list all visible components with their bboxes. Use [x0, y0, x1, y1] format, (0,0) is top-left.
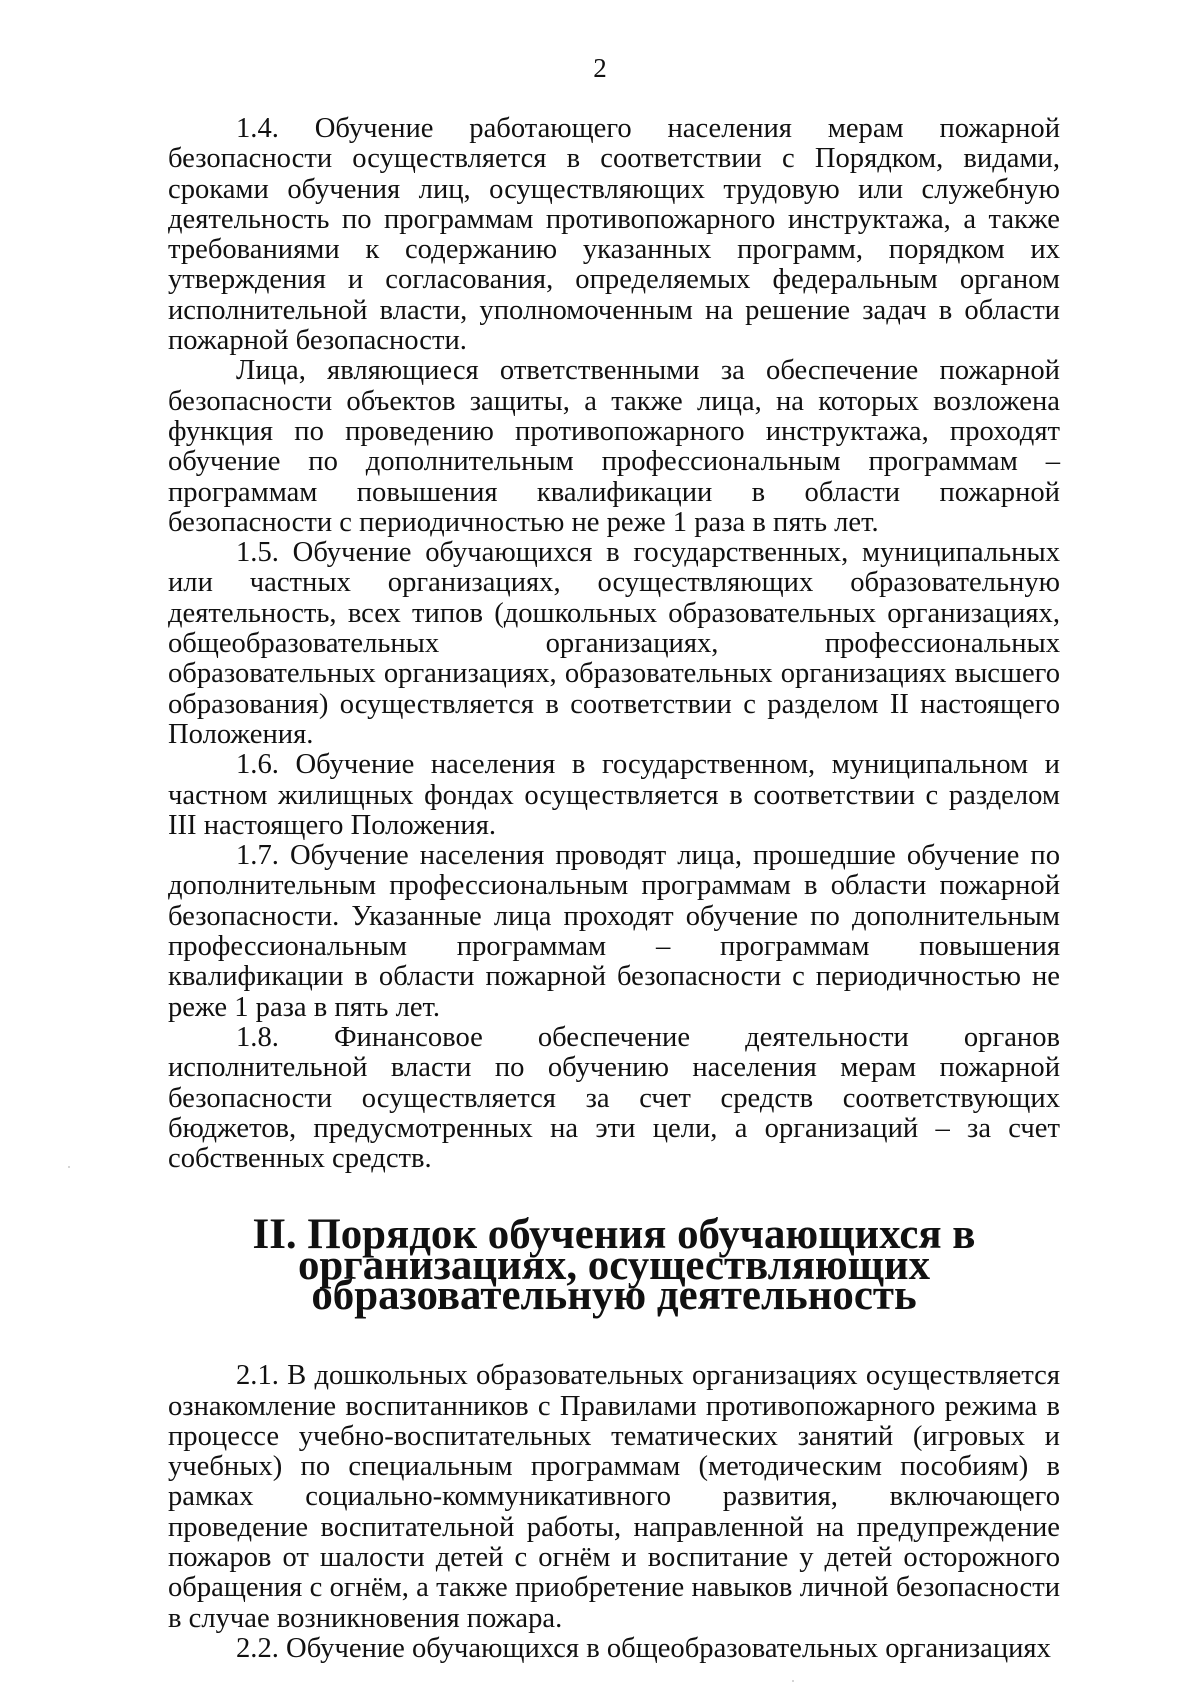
scan-speck [68, 1166, 70, 1168]
paragraph-1-8: 1.8. Финансовое обеспечение деятельности органов исполнительной власти по обучению населения мерам пожарной безопасности осуществляется за счет средств соответствующих бюджетов, предусмотренных на эти цели, а организаций – за счет собственных средств. [168, 1021, 1060, 1175]
paragraph-1-4: 1.4. Обучение работающего населения мерам пожарной безопасности осуществляется в соответствии с Порядком, видами, сроками обучения лиц, осуществляющих трудовую или служебную деятельность по программам противопожарного инструктажа, а также требованиями к содержанию указанных программ, порядком их утверждения и согласования, определяемых федеральным органом исполнительной власти, уполномоченным на решение задач в области пожарной безопасности. [168, 113, 1060, 357]
paragraph-2-1: 2.1. В дошкольных образовательных организациях осуществляется ознакомление воспитанников с Правилами противопожарного режима в процессе учебно-воспитательных тематических занятий (игровых и учебных) по специальным программам (методическим пособиям) в рамках социально-коммуникативного развития, включающего проведение воспитательной работы, направленной на предупреждение пожаров от шалости детей с огнём и воспитание у детей осторожного обращения с огнём, а также приобретение навыков личной безопасности в случае возникновения пожара. [168, 1360, 1060, 1634]
paragraph-responsible-persons: Лица, являющиеся ответственными за обеспечение пожарной безопасности объектов защиты, а также лица, на которых возложена функция по проведению противопожарного инструктажа, проходят обучение по дополнительным профессиональным программам – программам повышения квалификации в области пожарной безопасности с периодичностью не реже 1 раза в пять лет. [168, 355, 1060, 538]
page-number: 2 [593, 53, 607, 83]
scan-speck [792, 1680, 794, 1682]
paragraph-1-7: 1.7. Обучение населения проводят лица, прошедшие обучение по дополнительным профессиональным программам в области пожарной безопасности. Указанные лица проходят обучение по дополнительным профессиональным программам – программам повышения квалификации в области пожарной безопасности с периодичностью не реже 1 раза в пять лет. [168, 840, 1060, 1023]
paragraph-2-2: 2.2. Обучение обучающихся в общеобразовательных организациях [236, 1632, 1051, 1664]
document-body [168, 114, 1060, 1664]
section-heading: II. Порядок обучения обучающихся в организациях, осуществляющих образовательную деятельность [252, 1211, 976, 1319]
paragraph-1-5: 1.5. Обучение обучающихся в государственных, муниципальных или частных организациях, осуществляющих образовательную деятельность, всех типов (дошкольных образовательных организациях, общеобразовательных организациях, профессиональных образовательных организациях, образовательных организациях высшего образования) осуществляется в соответствии с разделом II настоящего Положения. [168, 537, 1060, 750]
paragraph-1-6: 1.6. Обучение населения в государственном, муниципальном и частном жилищных фондах осуществляется в соответствии с разделом III настоящего Положения. [168, 749, 1060, 841]
